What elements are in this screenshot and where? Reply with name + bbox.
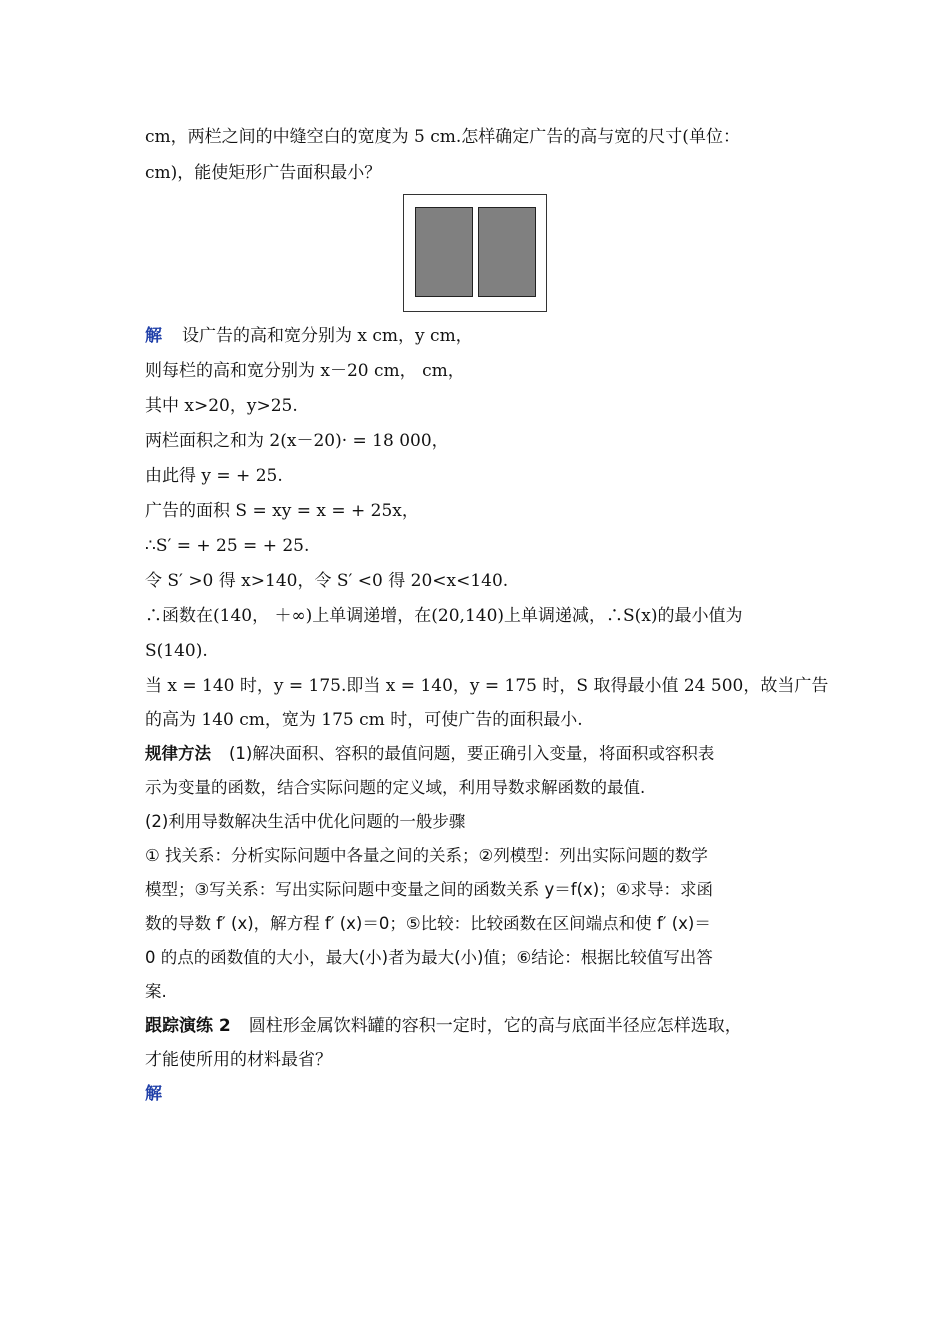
problem-line-1: cm，两栏之间的中缝空白的宽度为 5 cm.怎样确定广告的高与宽的尺寸(单位： <box>145 127 740 147</box>
problem-line-2: cm)，能使矩形广告面积最小？ <box>145 163 382 183</box>
solution-line-7: ∴S′ = + 25 = + 25. <box>145 536 310 556</box>
solution-line-4: 两栏面积之和为 2(x－20)· = 18 000， <box>145 431 449 451</box>
method-line-1 <box>145 741 825 767</box>
ad-layout-figure <box>403 194 547 312</box>
solution-line-12: 的高为 140 cm，宽为 175 cm 时，可使广告的面积最小. <box>145 710 583 730</box>
method-line-5: 模型；③写关系：写出实际问题中变量之间的函数关系 y＝f(x)；④求导：求函 <box>145 880 714 899</box>
solution-line-1 <box>145 323 825 349</box>
solution-line-2: 则每栏的高和宽分别为 x－20 cm， cm， <box>145 361 465 381</box>
solution-text-1: 设广告的高和宽分别为 x cm，y cm， <box>182 326 473 346</box>
solution-line-11: 当 x = 140 时，y = 175.即当 x = 140，y = 175 时，S 取得最小值 24 500，故当广告 <box>145 676 829 696</box>
exercise-answer-label: 解 <box>145 1084 162 1104</box>
exercise-line-1 <box>145 1013 825 1039</box>
method-line-8: 案. <box>145 982 167 1001</box>
solution-line-6: 广告的面积 S = xy = x = + 25x， <box>145 501 419 521</box>
method-line-3: (2)利用导数解决生活中优化问题的一般步骤 <box>145 812 466 831</box>
exercise-title: 跟踪演练 2 <box>145 1016 231 1036</box>
method-title: 规律方法 <box>145 744 211 763</box>
method-line-2: 示为变量的函数，结合实际问题的定义域，利用导数求解函数的最值. <box>145 778 646 797</box>
solution-line-5: 由此得 y = + 25. <box>145 466 283 486</box>
solution-label: 解 <box>145 326 162 346</box>
exercise-answer-line <box>145 1081 825 1107</box>
ad-column-left <box>415 207 473 297</box>
solution-line-9: ∴函数在(140， ＋∞)上单调递增，在(20,140)上单调递减，∴S(x)的最小值为 <box>145 606 743 626</box>
method-text-1: (1)解决面积、容积的最值问题，要正确引入变量，将面积或容积表 <box>229 744 715 763</box>
solution-line-3: 其中 x>20，y>25. <box>145 396 298 416</box>
method-line-6: 数的导数 f′ (x)，解方程 f′ (x)＝0；⑤比较：比较函数在区间端点和使 f′ (x)＝ <box>145 914 711 933</box>
solution-line-8: 令 S′ >0 得 x>140，令 S′ <0 得 20<x<140. <box>145 571 509 591</box>
ad-column-right <box>478 207 536 297</box>
exercise-text-1: 圆柱形金属饮料罐的容积一定时，它的高与底面半径应怎样选取， <box>248 1016 742 1036</box>
method-line-7: 0 的点的函数值的大小，最大(小)者为最大(小)值；⑥结论：根据比较值写出答 <box>145 948 713 967</box>
exercise-line-2: 才能使所用的材料最省？ <box>145 1050 332 1070</box>
solution-line-10: S(140). <box>145 641 208 661</box>
method-line-4: ① 找关系：分析实际问题中各量之间的关系；②列模型：列出实际问题的数学 <box>145 846 708 865</box>
